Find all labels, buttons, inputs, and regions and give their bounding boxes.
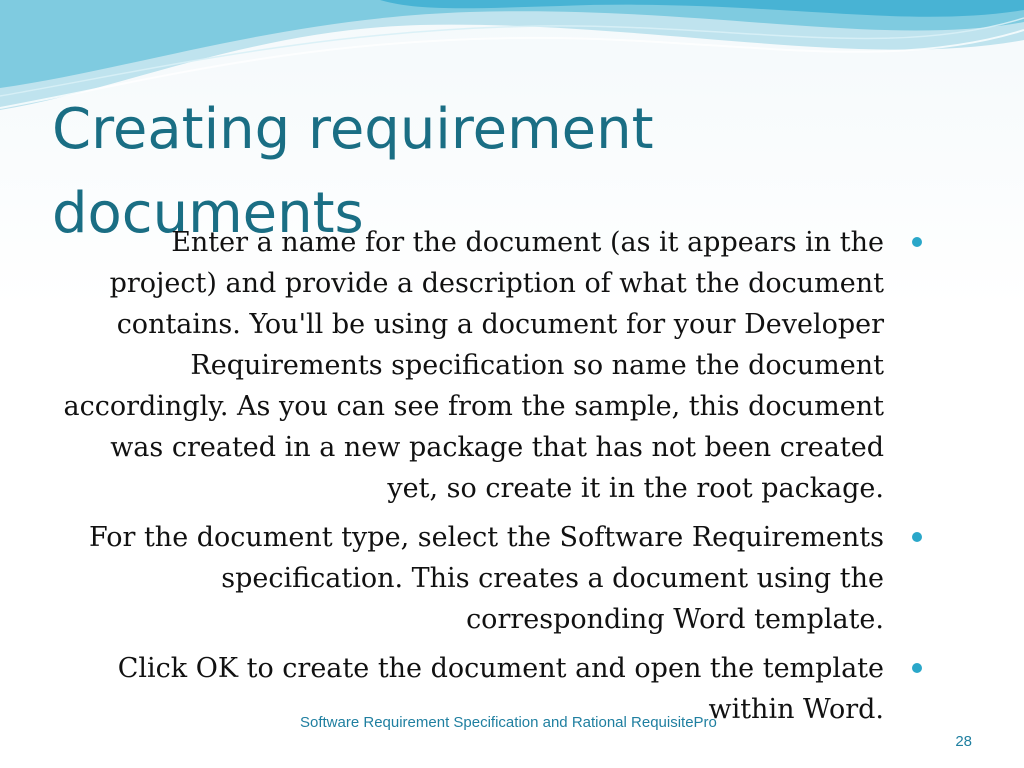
bullet-text: Enter a name for the document (as it appears in the project) and provide a description of what the document contains. You'll be using a document for your Developer Requirements specification so name the document accordingly. As you can see from the sample, this document was created in a new package that has not been created yet, so create it in the root package. xyxy=(63,227,884,504)
bullet-text: Click OK to create the document and open the template within Word. xyxy=(117,653,884,725)
bullet-text: For the document type, select the Software Requirements specification. This creates a document using the corresponding Word template. xyxy=(88,522,884,635)
bullet-dot-icon xyxy=(912,532,922,542)
bullet-dot-icon xyxy=(912,237,922,247)
bullet-list xyxy=(60,222,940,738)
slide-title: Creating requirement documents xyxy=(52,96,654,246)
bullet-item xyxy=(60,222,940,509)
bullet-item xyxy=(60,517,940,640)
bullet-dot-icon xyxy=(912,663,922,673)
slide-footer: Software Requirement Specification and Rational RequisitePro xyxy=(300,714,717,731)
page-number: 28 xyxy=(955,733,972,750)
